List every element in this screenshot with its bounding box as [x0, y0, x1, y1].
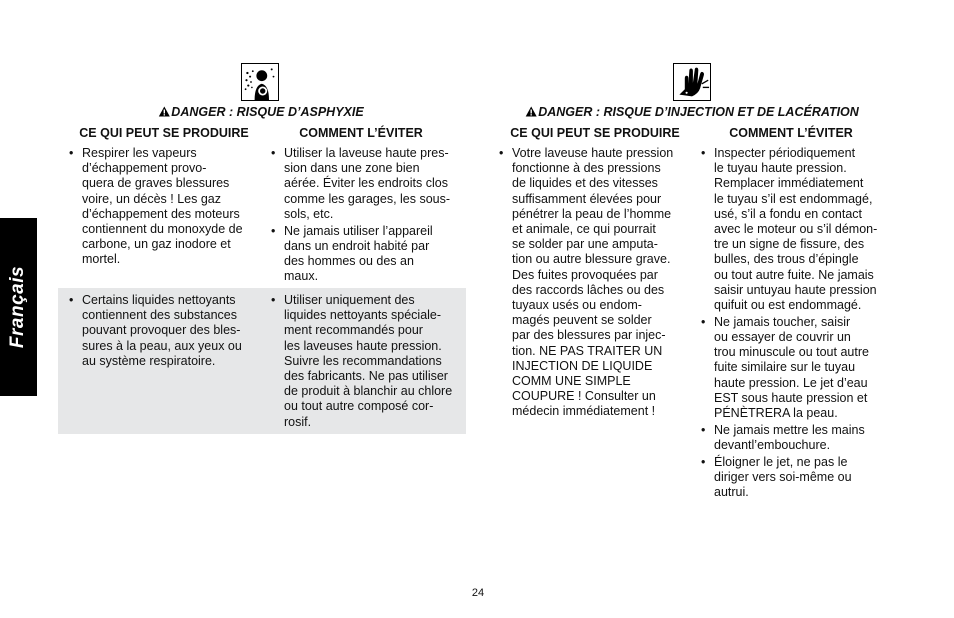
list-item-line: des hommes ou des an: [284, 253, 414, 268]
right-danger-title-text: DANGER : RISQUE D’INJECTION ET DE LACÉRATION: [538, 105, 859, 119]
list-item-line: liquides nettoyants spéciale-: [284, 308, 442, 323]
list-item-line: autrui.: [714, 484, 749, 499]
list-item: [68, 146, 243, 268]
language-tab-label: Français: [7, 265, 28, 349]
list-item-line: le tuyau haute pression.: [714, 161, 847, 176]
list-item-line: dans un endroit habité par: [284, 238, 430, 253]
list-item-line: • Ne jamais mettre les mains: [714, 422, 865, 437]
list-item-line: de produit à blanchir au chlore: [284, 384, 453, 399]
list-item-line: • Certains liquides nettoyants: [82, 293, 236, 307]
list-item-line: ou essayer de couvrir un: [714, 329, 851, 344]
left-danger-title-text: DANGER : RISQUE D’ASPHYXIE: [171, 105, 364, 119]
list-item-line: comme les garages, les sous-: [284, 191, 451, 206]
list-item-line: d’échappement des moteurs: [82, 206, 240, 221]
list-item-line: devantl’embouchure.: [714, 437, 831, 452]
right-what-list: [498, 146, 673, 421]
list-item-line: trou minuscule ou tout autre: [714, 345, 869, 360]
list-item: [498, 146, 673, 420]
list-item-line: mortel.: [82, 252, 121, 267]
left-col-how-header: COMMENT L’ÉVITER: [299, 126, 423, 140]
list-item-line: de liquides et des vitesses: [512, 176, 658, 191]
list-item-line: • Inspecter périodiquement: [714, 146, 856, 160]
list-item-line: maux.: [284, 269, 319, 284]
list-item-line: bulles, des trous d’épingle: [714, 252, 859, 267]
list-item-line: EST sous haute pression et: [714, 390, 868, 405]
list-item-line: contiennent des substances: [82, 308, 237, 323]
list-item-line: médecin immédiatement !: [512, 404, 656, 419]
left-row1-what-list: [68, 146, 243, 269]
list-item-line: fonctionne à des pressions: [512, 161, 661, 176]
list-item-line: quera de graves blessures: [82, 176, 230, 191]
list-item-line: haute pression. Le jet d’eau: [714, 375, 868, 390]
list-item-line: usé, s’il a fondu en contact: [714, 206, 863, 221]
list-item-line: par des blessures par injec-: [512, 328, 666, 343]
list-item: [700, 423, 877, 453]
list-item: [68, 293, 242, 369]
hand-injection-icon: [673, 63, 711, 101]
list-item-line: Suivre les recommandations: [284, 353, 442, 368]
fumes-asphyxiation-icon: [241, 63, 279, 101]
left-col-what-header: CE QUI PEUT SE PRODUIRE: [79, 126, 249, 140]
list-item-line: au système respiratoire.: [82, 353, 216, 368]
list-item-line: sion dans une zone bien: [284, 161, 420, 176]
list-item-line: diriger vers soi-même ou: [714, 469, 852, 484]
list-item-line: sols, etc.: [284, 206, 334, 221]
list-item: [700, 315, 877, 421]
list-item-line: • Utiliser la laveuse haute pres-: [284, 146, 449, 160]
left-row1-how-list: [270, 146, 450, 286]
list-item-line: sures à la peau, aux yeux ou: [82, 338, 242, 353]
list-item-line: • Ne jamais toucher, saisir: [714, 314, 851, 329]
left-danger-title: [158, 105, 363, 119]
list-item-line: suffisamment élevées pour: [512, 191, 662, 206]
list-item-line: pénétrer la peau de l’homme: [512, 206, 672, 221]
list-item-line: Remplacer immédiatement: [714, 176, 864, 191]
list-item-line: COMM UNE SIMPLE: [512, 374, 631, 389]
list-item-line: • Utiliser uniquement des: [284, 293, 415, 307]
list-item-line: • Respirer les vapeurs: [82, 146, 197, 160]
list-item-line: avec le moteur ou s’il démon-: [714, 222, 878, 237]
list-item-line: INJECTION DE LIQUIDE: [512, 358, 653, 373]
list-item-line: ou tout autre fuite. Ne jamais: [714, 267, 874, 282]
right-danger-title: [525, 105, 859, 119]
list-item-line: magés peuvent se solder: [512, 313, 652, 328]
warning-triangle-icon: [158, 106, 170, 117]
list-item-line: des raccords lâches ou des: [512, 282, 665, 297]
right-col-how-header: COMMENT L’ÉVITER: [729, 126, 853, 140]
list-item-line: tuyaux usés ou endom-: [512, 298, 642, 313]
list-item-line: et animale, ce qui pourrait: [512, 222, 656, 237]
list-item-line: pouvant provoquer des bles-: [82, 323, 241, 338]
right-how-list: [700, 146, 877, 502]
list-item-line: • Ne jamais utiliser l’appareil: [284, 223, 433, 238]
list-item-line: voire, un décès ! Les gaz: [82, 191, 221, 206]
left-row2-how-list: [270, 293, 452, 431]
list-item-line: ou tout autre composé cor-: [284, 399, 434, 414]
list-item-line: rosif.: [284, 414, 312, 429]
list-item-line: contiennent du monoxyde de: [82, 222, 243, 237]
list-item-line: saisir untuyau haute pression: [714, 282, 877, 297]
list-item-line: fuite similaire sur le tuyau: [714, 360, 856, 375]
left-row2-what-list: [68, 293, 242, 371]
list-item-line: ment recommandés pour: [284, 323, 423, 338]
list-item-line: le tuyau s’il est endommagé,: [714, 191, 873, 206]
list-item-line: se solder par une amputa-: [512, 237, 658, 252]
list-item-line: tion. NE PAS TRAITER UN: [512, 343, 663, 358]
list-item-line: d’échappement provo-: [82, 161, 207, 176]
list-item-line: Des fuites provoquées par: [512, 267, 658, 282]
list-item: [270, 293, 452, 430]
list-item-line: les laveuses haute pression.: [284, 338, 442, 353]
list-item-line: COUPURE ! Consulter un: [512, 389, 656, 404]
list-item-line: • Éloigner le jet, ne pas le: [714, 454, 848, 469]
right-col-what-header: CE QUI PEUT SE PRODUIRE: [510, 126, 680, 140]
list-item: [700, 455, 877, 501]
list-item-line: tre un signe de fissure, des: [714, 237, 865, 252]
list-item-line: tion ou autre blessure grave.: [512, 252, 671, 267]
list-item-line: quifuit ou est endommagé.: [714, 298, 862, 313]
warning-triangle-icon: [525, 106, 537, 117]
list-item: [700, 146, 877, 313]
list-item: [270, 224, 450, 285]
list-item-line: carbone, un gaz inodore et: [82, 237, 231, 252]
list-item-line: • Votre laveuse haute pression: [512, 146, 674, 160]
list-item: [270, 146, 450, 222]
list-item-line: aérée. Éviter les endroits clos: [284, 176, 448, 191]
list-item-line: des fabricants. Ne pas utiliser: [284, 369, 448, 384]
page-number: 24: [471, 587, 485, 599]
list-item-line: PÉNÈTRERA la peau.: [714, 405, 838, 420]
